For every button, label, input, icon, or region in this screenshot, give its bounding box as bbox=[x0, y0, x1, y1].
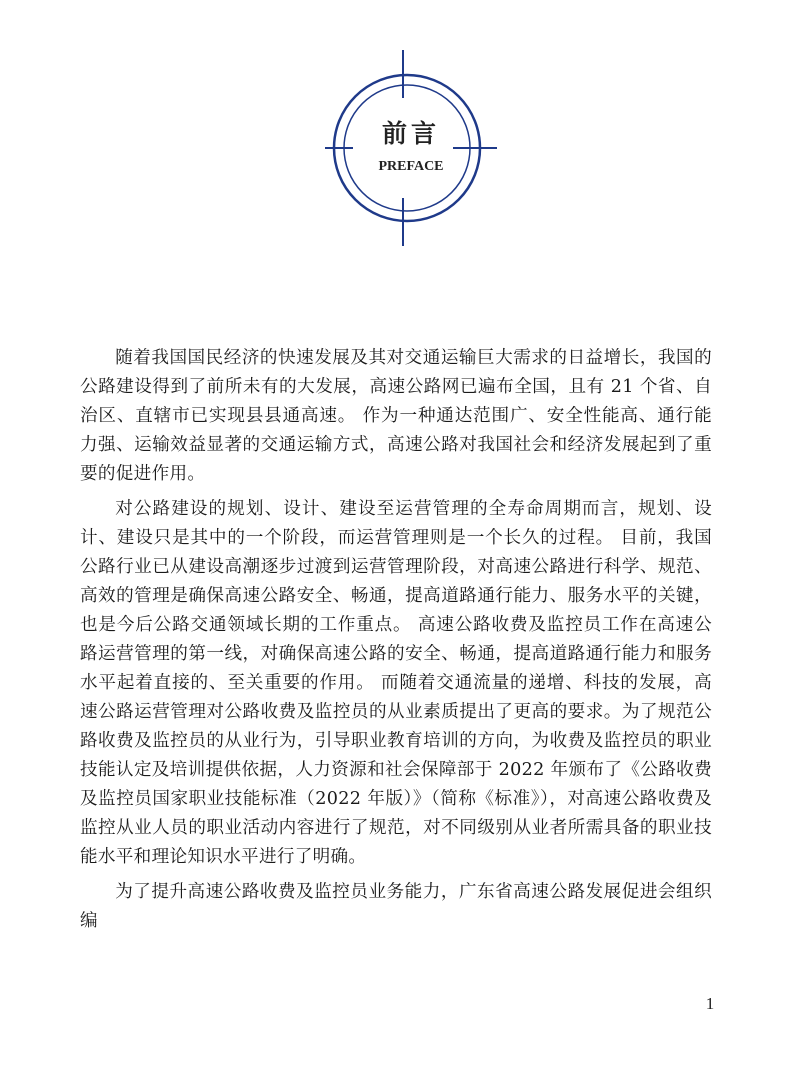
page-number: 1 bbox=[705, 994, 715, 1013]
page-title: 前言 bbox=[381, 119, 440, 148]
paragraph-3: 为了提升高速公路收费及监控员业务能力，广东省高速公路发展促进会组织编 bbox=[80, 882, 712, 931]
paragraph-2: 对公路建设的规划、设计、建设至运营管理的全寿命周期而言，规划、设计、建设只是其中的一个阶段，而运营管理则是一个长久的过程。 目前，我国公路行业已从建设高潮逐步过渡到运营管理阶段，对高速公路进行科学、规范、高效的管理是确保高速公路安全、畅通，提高道路通行能力、服务水平的关键，也是今后公路交通领域长期的工作重点。 高速公路收费及监控员工作在高速公路运营管理的第一线，对确保高速公路的安全、畅通，提高道路通行能力和服务水平起着直接的、至关重要的作用。 而随着交通流量的递增、科技的发展，高速公路运营管理对公路收费及监控员的从业素质提出了更高的要求。为了规范公路收费及监控员的从业行为，引导职业教育培训的方向，为收费及监控员的职业技能认定及培训提供依据，人力资源和社会保障部于 2022 年颁布了《公路收费及监控员国家职业技能标准（2022 年版）》（简称《标准》），对高速公路收费及监控从业人员的职业活动内容进行了规范，对不同级别从业者所需具备的职业技能水平和理论知识水平进行了明确。 bbox=[80, 499, 712, 867]
preface-emblem bbox=[325, 50, 497, 246]
paragraph-1: 随着我国国民经济的快速发展及其对交通运输巨大需求的日益增长，我国的公路建设得到了前所未有的大发展，高速公路网已遍布全国，且有 21 个省、自治区、直辖市已实现县县通高速。 作为一种通达范围广、安全性能高、通行能力强、运输效益显著的交通运输方式，高速公路对我国社会和经济发展起到了重要的促进作用。 bbox=[80, 348, 712, 484]
preface-body bbox=[80, 344, 712, 942]
page-subtitle: PREFACE bbox=[378, 159, 444, 174]
